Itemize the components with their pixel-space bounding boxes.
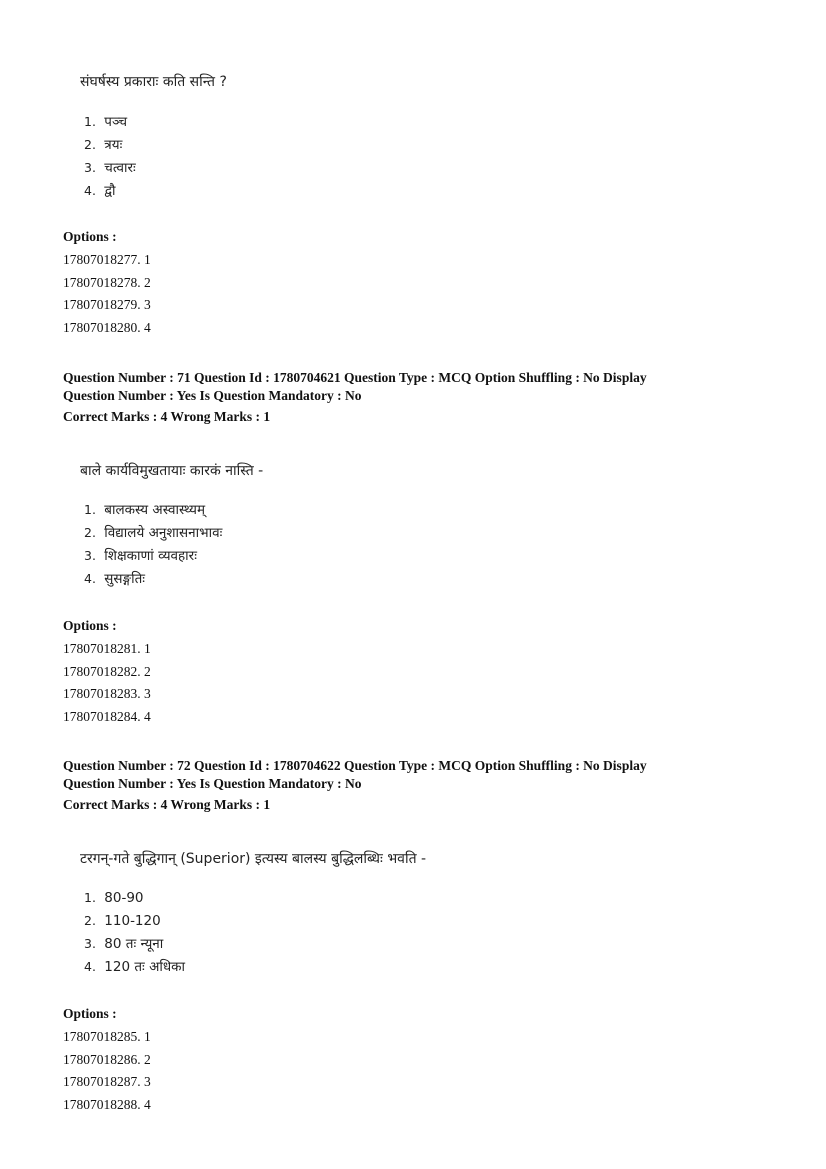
choice-item: 1. पञ्च [84,114,128,130]
options-list [63,1026,151,1116]
answer-choices [84,498,222,590]
options-list [63,249,151,339]
answer-choices [84,110,136,202]
meta-line: Question Number : Yes Is Question Mandatory : No [63,388,362,403]
choice-item: 4. 120 तः अधिका [84,959,186,975]
answer-choices [84,886,185,978]
option-id: 17807018285. 1 [63,1029,151,1044]
choice-item: 4. सुसङ्गतिः [84,571,146,587]
marks-line: Correct Marks : 4 Wrong Marks : 1 [63,797,271,812]
question-meta [63,757,647,814]
meta-line: Question Number : 71 Question Id : 1780704621 Question Type : MCQ Option Shuffling : No Display [63,370,647,385]
options-heading: Options : [63,1006,117,1021]
option-id: 17807018278. 2 [63,274,151,290]
choice-item: 3. चत्वारः [84,160,136,176]
options-list [63,638,151,728]
choice-item: 4. द्वौ [84,183,116,199]
options-heading: Options : [63,229,117,244]
meta-line: Question Number : Yes Is Question Mandatory : No [63,776,362,791]
option-id: 17807018286. 2 [63,1051,151,1067]
choice-item: 1. 80-90 [84,890,144,906]
option-id: 17807018281. 1 [63,641,151,656]
question-text: संघर्षस्य प्रकाराः कति सन्ति ? [80,74,227,90]
option-id: 17807018277. 1 [63,252,151,267]
choice-item: 2. त्रयः [84,137,123,153]
option-id: 17807018282. 2 [63,663,151,679]
option-id: 17807018280. 4 [63,319,151,335]
question-text: बाले कार्यविमुखतायाः कारकं नास्ति - [80,463,264,479]
meta-line: Question Number : 72 Question Id : 1780704622 Question Type : MCQ Option Shuffling : No Display [63,758,647,773]
option-id: 17807018279. 3 [63,297,151,312]
choice-item: 3. शिक्षकाणां व्यवहारः [84,548,197,564]
choice-item: 1. बालकस्य अस्वास्थ्यम् [84,502,206,518]
choice-item: 2. विद्यालये अनुशासनाभावः [84,525,223,541]
option-id: 17807018283. 3 [63,686,151,701]
option-id: 17807018288. 4 [63,1096,151,1112]
options-heading: Options : [63,618,117,633]
question-meta [63,369,647,426]
option-id: 17807018287. 3 [63,1074,151,1089]
choice-item: 2. 110-120 [84,913,161,929]
choice-item: 3. 80 तः न्यूना [84,936,164,952]
question-text: टरगन्-गते बुद्धिगान् (Superior) इत्यस्य बालस्य बुद्धिलब्धिः भवति - [80,851,427,867]
marks-line: Correct Marks : 4 Wrong Marks : 1 [63,409,271,424]
option-id: 17807018284. 4 [63,708,151,724]
